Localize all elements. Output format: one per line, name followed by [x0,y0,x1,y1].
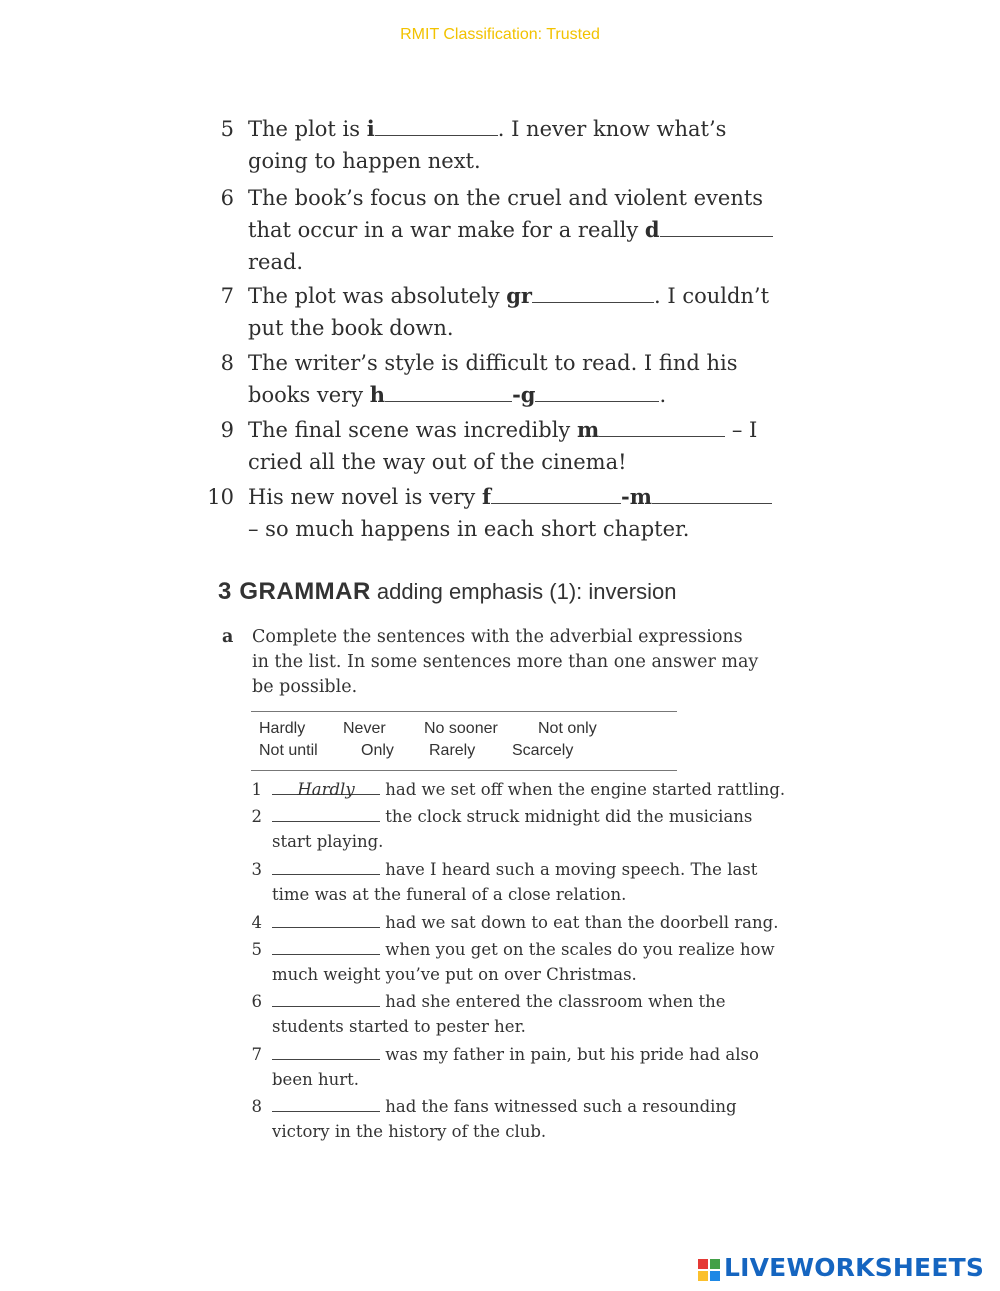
item-line [272,777,785,802]
item-line [248,379,666,411]
item-line [248,214,773,246]
hint-letter: f [481,484,492,509]
item-line [272,857,757,882]
logo-block [710,1271,720,1281]
word-option: Not until [259,742,318,759]
item-line [272,910,778,935]
word-option: Hardly [259,720,306,737]
answer-blank[interactable] [272,1094,380,1112]
logo-block [698,1259,708,1269]
answer-blank[interactable] [660,216,773,237]
text: The final scene was incredibly [248,418,577,442]
text: – I [725,418,758,442]
section-number: 3 [218,578,232,605]
text: books very [248,383,370,407]
item-number: 10 [207,485,234,509]
instruction-line: be possible. [252,677,358,697]
classification-label: RMIT Classification: Trusted [400,26,600,43]
text: – so much happens in each short chapter. [248,517,690,541]
answer-blank[interactable] [272,937,380,955]
answer-blank[interactable] [272,804,380,822]
text: have I heard such a moving speech. The last [385,860,758,879]
text: going to happen next. [248,149,481,173]
word-option: Rarely [429,742,476,759]
answer-blank[interactable]: Hardly [272,777,380,795]
item-number: 1 [251,780,262,799]
answer-blank[interactable] [272,910,380,928]
item-number: 5 [251,940,262,959]
section-heading [218,578,676,606]
text: that occur in a war make for a really [248,218,645,242]
hint-letter: -g [512,382,536,407]
instruction-line: Complete the sentences with the adverbial expressions [252,627,743,647]
answer-blank[interactable] [375,115,498,136]
exercise-letter: a [222,627,234,647]
item-number: 8 [220,351,234,375]
item-number: 4 [251,913,262,932]
text: had we sat down to eat than the doorbell rang. [385,913,779,932]
item-line [272,1042,759,1067]
text: read. [248,250,304,274]
text: The writer’s style is difficult to read. I find his [248,351,738,375]
hint-letter: i [366,116,375,141]
item-line [248,280,769,312]
text: His new novel is very [248,485,482,509]
text: had the fans witnessed such a resounding [385,1097,737,1116]
item-number: 6 [251,992,262,1011]
brand-name: LIVEWORKSHEETS [724,1253,985,1282]
text: students started to pester her. [272,1017,526,1036]
word-option: No sooner [424,720,498,737]
item-line [272,1094,737,1119]
logo-block [710,1259,720,1269]
item-line [272,989,725,1014]
item-line [272,937,775,962]
answer-blank[interactable] [272,989,380,1007]
text: had she entered the classroom when the [385,992,726,1011]
text: time was at the funeral of a close relation. [272,885,627,904]
word-option: Scarcely [512,742,574,759]
text: much weight you’ve put on over Christmas. [272,965,637,984]
text: was my father in pain, but his pride had also [385,1045,759,1064]
item-number: 7 [251,1045,262,1064]
item-number: 8 [251,1097,262,1116]
text: cried all the way out of the cinema! [248,450,627,474]
text: The plot was absolutely [248,284,507,308]
item-number: 6 [220,186,234,210]
answer-blank[interactable] [532,282,654,303]
logo-block [698,1271,708,1281]
text: The book’s focus on the cruel and violent events [248,186,764,210]
answer-blank[interactable] [272,1042,380,1060]
text: start playing. [272,832,384,851]
text: . [659,383,667,407]
item-line [248,113,726,145]
text: victory in the history of the club. [272,1122,547,1141]
instruction-line: in the list. In some sentences more than one answer may [252,652,759,672]
text: been hurt. [272,1070,359,1089]
answer-blank[interactable] [491,483,621,504]
text: had we set off when the engine started rattling. [385,780,786,799]
hint-letter: gr [506,283,532,308]
word-option: Only [361,742,394,759]
text: . I never know what’s [497,117,727,141]
text: when you get on the scales do you realize how [385,940,775,959]
item-number: 2 [251,807,262,826]
text: the clock struck midnight did the musicians [385,807,753,826]
answer-blank[interactable] [599,416,725,437]
hint-letter: m [576,417,600,442]
liveworksheets-logo-icon [698,1259,720,1281]
text: . I couldn’t [654,284,770,308]
answer-blank[interactable] [535,381,659,402]
word-option: Not only [538,720,597,737]
item-number: 5 [220,117,234,141]
section-title: GRAMMAR [239,578,371,605]
item-number: 3 [251,860,262,879]
item-line [248,481,772,513]
word-list [251,711,677,771]
answer-blank[interactable] [272,857,380,875]
hint-letter: -m [621,484,652,509]
answer-blank[interactable] [652,483,772,504]
word-option: Never [343,720,386,737]
hint-letter: d [644,217,660,242]
answer-blank[interactable] [385,381,512,402]
hint-letter: h [369,382,386,407]
text: The plot is [248,117,367,141]
item-number: 9 [220,418,234,442]
item-number: 7 [220,284,234,308]
item-line [272,804,752,829]
text: put the book down. [248,316,454,340]
section-subtitle: adding emphasis (1): inversion [376,579,677,604]
item-line [248,414,757,446]
